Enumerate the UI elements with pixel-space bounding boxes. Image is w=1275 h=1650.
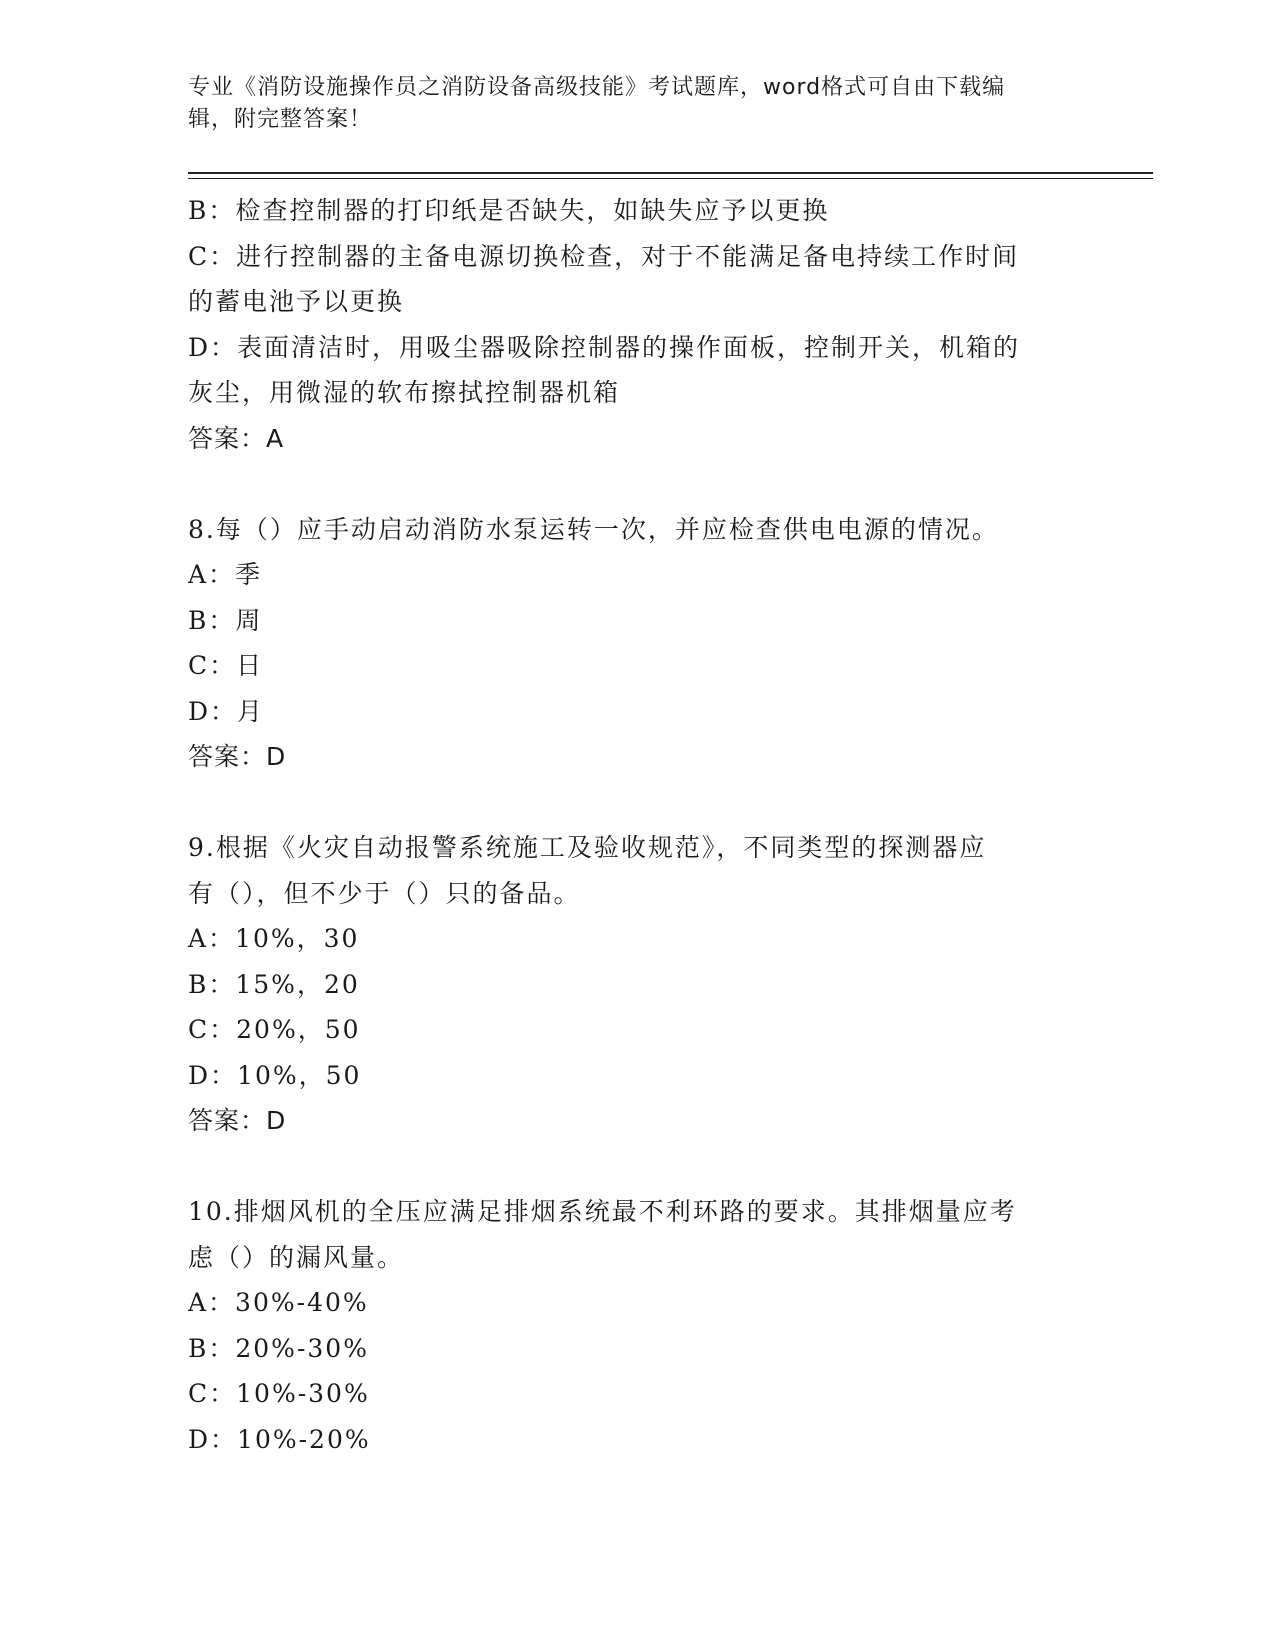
answer-line: 答案：D — [188, 1106, 287, 1135]
document-body — [188, 188, 1068, 1462]
option-line: B：检查控制器的打印纸是否缺失，如缺失应予以更换 — [188, 196, 830, 225]
option-line: 的蓄电池予以更换 — [188, 287, 405, 316]
question-stem: 9.根据《火灾自动报警系统施工及验收规范》，不同类型的探测器应 — [188, 833, 987, 862]
option-line: B：20%-30% — [188, 1333, 369, 1363]
option-line: B：15%，20 — [188, 969, 360, 999]
header-line-1: 专业《消防设施操作员之消防设备高级技能》考试题库，word格式可自由下载编 — [188, 75, 1006, 100]
option-line: C：日 — [188, 651, 264, 680]
spacer — [188, 461, 1068, 507]
header-divider-thick — [188, 172, 1153, 174]
option-line: D：10%-20% — [188, 1424, 371, 1454]
option-line: D：月 — [188, 696, 265, 726]
spacer — [188, 1144, 1068, 1190]
question-stem: 虑（）的漏风量。 — [188, 1242, 405, 1272]
option-line: D：表面清洁时，用吸尘器吸除控制器的操作面板，控制开关，机箱的 — [188, 332, 1021, 362]
option-line: A：10%，30 — [188, 924, 360, 953]
option-line: B：周 — [188, 605, 263, 635]
option-line: C：20%，50 — [188, 1015, 361, 1044]
option-line: A：30%-40% — [188, 1288, 369, 1317]
answer-line: 答案：D — [188, 742, 287, 771]
header-divider-thin — [188, 178, 1153, 179]
question-block-7 — [188, 188, 1068, 461]
answer-line: 答案：A — [188, 423, 285, 453]
option-line: C：10%-30% — [188, 1379, 370, 1408]
option-line: C：进行控制器的主备电源切换检查，对于不能满足备电持续工作时间 — [188, 241, 1020, 271]
option-line: A：季 — [188, 560, 263, 589]
spacer — [188, 780, 1068, 826]
question-block-9 — [188, 825, 1068, 1144]
option-line: 灰尘，用微湿的软布擦拭控制器机箱 — [188, 378, 621, 407]
question-stem: 10.排烟风机的全压应满足排烟系统最不利环路的要求。其排烟量应考 — [188, 1197, 1017, 1226]
document-header — [188, 72, 1068, 136]
question-block-8 — [188, 507, 1068, 780]
question-block-10 — [188, 1189, 1068, 1462]
option-line: D：10%，50 — [188, 1060, 362, 1090]
header-line-2: 辑，附完整答案！ — [188, 107, 373, 132]
question-stem: 有（），但不少于（）只的备品。 — [188, 878, 581, 908]
question-stem: 8.每（）应手动启动消防水泵运转一次，并应检查供电电源的情况。 — [188, 514, 999, 544]
